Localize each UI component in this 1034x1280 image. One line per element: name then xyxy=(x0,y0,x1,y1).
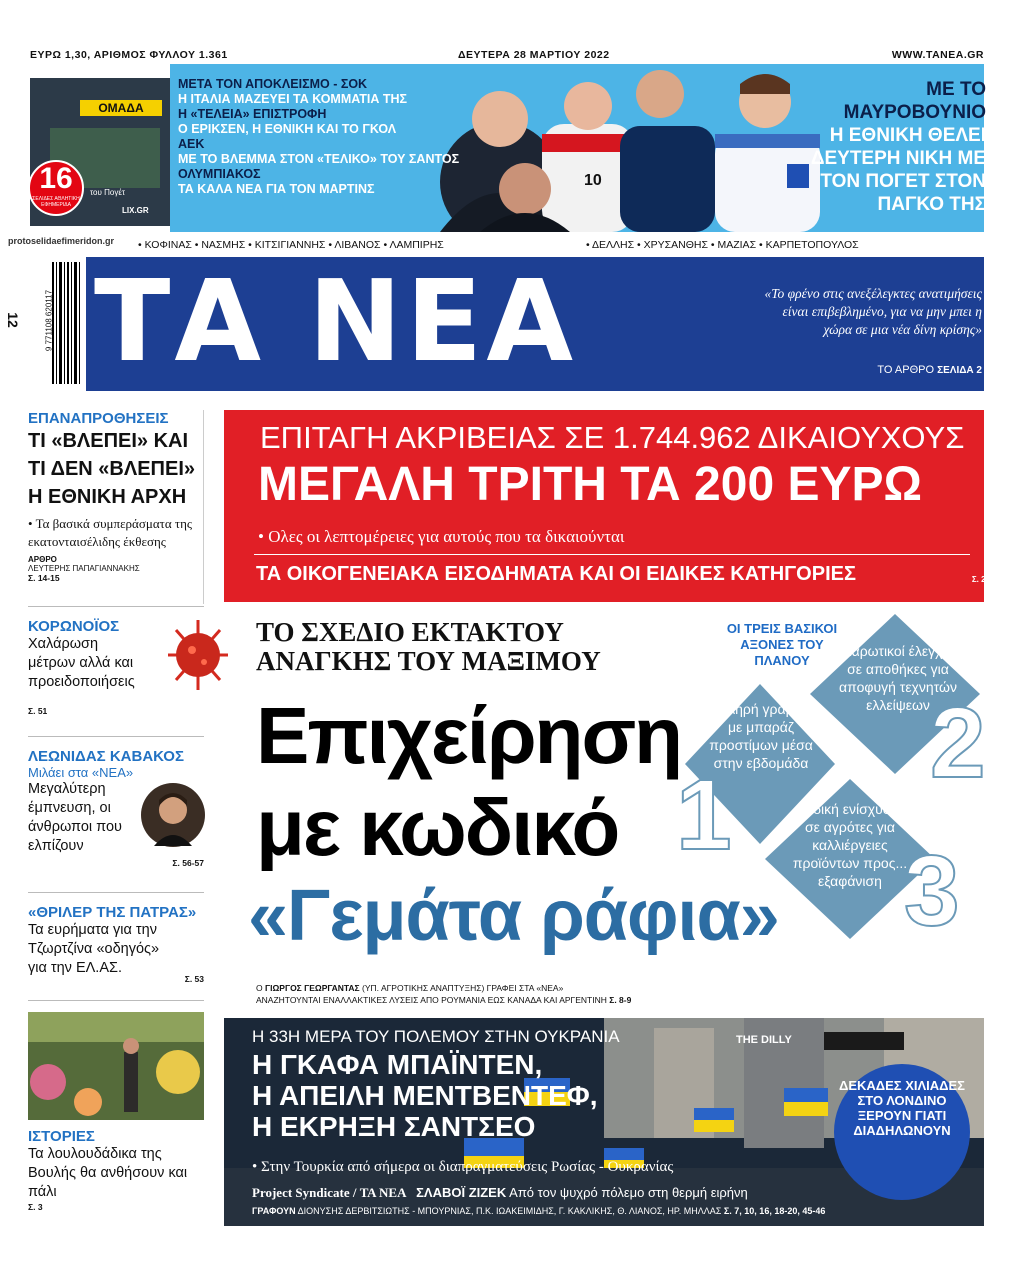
columnists-right: • ΔΕΛΛΗΣ • ΧΡΥΣΑΝΘΗΣ • ΜΑΖΙΑΣ • ΚΑΡΠΕΤΟΠΟΥΛΟΣ xyxy=(586,239,859,251)
magazine-title: ΟΜΑΔΑ xyxy=(80,100,162,116)
axis-1-text: Σκληρή γραμμή με μπαράζ προστίμων μέσα στην εβδομάδα xyxy=(709,701,813,771)
street-sign: THE DILLY xyxy=(736,1034,792,1046)
main-headline-quote[interactable]: «Γεμάτα ράφια» xyxy=(248,876,779,956)
sidebar-story-flowers[interactable]: ΙΣΤΟΡΙΕΣ Τα λουλουδάδικα της Βουλής θα ανθήσουν και πάλι Σ. 3 xyxy=(28,1128,188,1212)
allowance-category: ΤΑ ΟΙΚΟΓΕΝΕΙΑΚΑ ΕΙΣΟΔΗΜΑΤΑ ΚΑΙ ΟΙ ΕΙΔΙΚΕΣ ΚΑΤΗΓΟΡΙΕΣ xyxy=(256,563,856,585)
sidebar-story-covid[interactable]: ΚΟΡΩΝΟΪΟΣ Χαλάρωση μέτρων αλλά και προειδοποιήσεις Σ. 51 xyxy=(28,618,204,730)
axes-label: ΟΙ ΤΡΕΙΣ ΒΑΣΙΚΟΙ ΑΞΟΝΕΣ ΤΟΥ ΠΛΑΝΟΥ xyxy=(726,621,838,668)
allowance-headline: ΜΕΓΑΛΗ ΤΡΙΤΗ ΤΑ 200 ΕΥΡΩ xyxy=(258,458,923,511)
kavakos-portrait xyxy=(140,782,206,848)
side-page-number: 12 xyxy=(4,312,21,328)
virus-icon xyxy=(168,610,228,700)
london-protest-badge[interactable]: ΔΕΚΑΔΕΣ ΧΙΛΙΑΔΕΣ ΣΤΟ ΛΟΝΔΙΝΟ ΞΕΡΟΥΝ ΓΙΑΤΙ ΔΙΑΔΗΛΩΝΟΥΝ xyxy=(834,1064,970,1200)
shirt-number: 10 xyxy=(584,172,602,189)
sidebar-story-1[interactable]: ΕΠΑΝΑΠΡΟΘΗΣΕΙΣ ΤΙ «ΒΛΕΠΕΙ» ΚΑΙ ΤΙ ΔΕΝ «ΒΛΕΠΕΙ» Η ΕΘΝΙΚΗ ΑΡΧΗ • Τα βασικά συμπεράσματα της εκατονταισέλιδης έκθεσης ΑΡΘΡΟ ΛΕΥΤΕΡΗΣ ΠΑΠΑΓΙΑΝΝΑΚΗΣ Σ. 14-15 xyxy=(28,410,204,604)
main-headline[interactable]: Επιχείρηση με κωδικό xyxy=(256,691,682,872)
flower-shop-photo xyxy=(28,1012,204,1120)
barcode-number: 9 771108 620117 xyxy=(44,289,54,352)
sports-magazine-cover[interactable]: ΟΜΑΔΑ του Πογέτ LIX.GR xyxy=(30,78,170,226)
ukraine-writers: ΓΡΑΦΟΥΝ ΔΙΟΝΥΣΗΣ ΔΕΡΒΙΤΣΙΩΤΗΣ - ΜΠΟΥΡΝΙΑΣ, Π.Κ. ΙΩΑΚΕΙΜΙΔΗΣ, Γ. ΚΑΚΛΙΚΗΣ, Θ. ΛΙΑΝΟΣ, ΗΡ. ΜΗΛΛΑΣ Σ. 7, 10, 16, 18-20, 45-46 xyxy=(252,1206,826,1216)
newspaper-logo[interactable]: ΤΑ ΝΕΑ xyxy=(94,257,577,387)
axis-1-number: 1 xyxy=(676,759,732,871)
editorial-ref[interactable]: ΤΟ ΑΡΘΡΟ ΣΕΛΙΔΑ 2 xyxy=(877,364,982,376)
site-url[interactable]: WWW.TANEA.GR xyxy=(891,49,984,61)
sidebar-story-kavakos[interactable]: ΛΕΩΝΙΔΑΣ ΚΑΒΑΚΟΣ Μιλάει στα «ΝΕΑ» Μεγαλύτερη έμπνευση, οι άνθρωποι που ελπίζουν Σ. 56-57 xyxy=(28,748,204,868)
columnists-left: • ΚΟΦΙΝΑΣ • ΝΑΣΜΗΣ • ΚΙΤΣΙΓΙΑΝΝΗΣ • ΛΙΒΑΝΟΣ • ΛΑΜΠΙΡΗΣ xyxy=(138,239,444,251)
allowance-sub: • Ολες οι λεπτομέρειες για αυτούς που τα δικαιούνται xyxy=(258,527,625,546)
pages-badge: 16 ΣΕΛΙΔΕΣ ΑΘΛΗΤΙΚΗ ΕΦΗΜΕΡΙΔΑ xyxy=(28,160,84,216)
price-issue: ΕΥΡΩ 1,30, ΑΡΙΘΜΟΣ ΦΥΛΛΟΥ 1.361 xyxy=(30,49,228,61)
main-kicker: ΤΟ ΣΧΕΔΙΟ ΕΚΤΑΚΤΟΥ ΑΝΑΓΚΗΣ ΤΟΥ ΜΑΞΙΜΟΥ xyxy=(256,617,601,676)
issue-date: ΔΕΥΤΕΡΑ 28 ΜΑΡΤΙΟΥ 2022 xyxy=(458,49,610,61)
main-byline: Ο ΓΙΩΡΓΟΣ ΓΕΩΡΓΑΝΤΑΣ (ΥΠ. ΑΓΡΟΤΙΚΗΣ ΑΝΑΠΤΥΞΗΣ) ΓΡΑΦΕΙ ΣΤΑ «ΝΕΑ» ΑΝΑΖΗΤΟΥΝΤΑΙ ΕΝΑΛΛΑΚΤΙΚΕΣ ΛΥΣΕΙΣ ΑΠΟ ΡΟΥΜΑΝΙΑ ΕΩΣ ΚΑΝΑΔΑ ΚΑΙ ΑΡΓΕΝΤΙΝΗ Σ. 8-9 xyxy=(256,983,632,1005)
sports-item[interactable]: ΑΕΚ ΜΕ ΤΟ ΒΛΕΜΜΑ ΣΤΟΝ «ΤΕΛΙΚΟ» ΤΟΥ ΣΑΝΤΟΣ xyxy=(178,137,460,166)
ukraine-sub: • Στην Τουρκία από σήμερα οι διαπραγματεύσεις Ρωσίας - Ουκρανίας xyxy=(252,1159,674,1175)
sports-item[interactable]: ΟΛΥΜΠΙΑΚΟΣ ΤΑ ΚΑΛΑ ΝΕΑ ΓΙΑ ΤΟΝ ΜΑΡΤΙΝΣ xyxy=(178,167,375,196)
sports-headlines xyxy=(178,77,478,197)
national-team-headline[interactable]: ΜΕ ΤΟ ΜΑΥΡΟΒΟΥΝΙΟ Η ΕΘΝΙΚΗ ΘΕΛΕΙ ΔΕΥΤΕΡΗ ΝΙΚΗ ΜΕ ΤΟΝ ΠΟΓΕΤ ΣΤΟΝ ΠΑΓΚΟ ΤΗΣ xyxy=(810,79,986,215)
magazine-caption: του Πογέτ xyxy=(90,188,126,197)
allowance-kicker: ΕΠΙΤΑΓΗ ΑΚΡΙΒΕΙΑΣ ΣΕ 1.744.962 ΔΙΚΑΙΟΥΧΟΥΣ xyxy=(260,420,965,455)
axis-3-text: Ειδική ενίσχυση σε αγρότες για καλλιέργειες προϊόντων προς... εξαφάνιση xyxy=(792,801,908,889)
ukraine-kicker: Η 33Η ΜΕΡΑ ΤΟΥ ΠΟΛΕΜΟΥ ΣΤΗΝ ΟΥΚΡΑΝΙΑ xyxy=(252,1027,620,1046)
project-syndicate-line[interactable]: Project Syndicate / ΤΑ ΝΕΑ ΣΛΑΒΟΪ ΖΙΖΕΚ Από τον ψυχρό πόλεμο στη θερμή ειρήνη xyxy=(252,1185,748,1200)
sidebar-story-patras[interactable]: «ΘΡΙΛΕΡ ΤΗΣ ΠΑΤΡΑΣ» Τα ευρήματα για την Τζωρτζίνα «οδηγός» για την ΕΛ.ΑΣ. Σ. 53 xyxy=(28,904,204,984)
watermark: protoselidaefimeridon.gr xyxy=(8,236,115,246)
axis-2-number: 2 xyxy=(930,687,986,799)
axis-3-number: 3 xyxy=(904,835,960,947)
sports-item[interactable]: ΜΕΤΑ ΤΟΝ ΑΠΟΚΛΕΙΣΜΟ - ΣΟΚ Η ΙΤΑΛΙΑ ΜΑΖΕΥΕΙ ΤΑ ΚΟΜΜΑΤΙΑ ΤΗΣ xyxy=(178,77,408,106)
sports-item[interactable]: Η «ΤΕΛΕΙΑ» ΕΠΙΣΤΡΟΦΗ Ο ΕΡΙΚΣΕΝ, Η ΕΘΝΙΚΗ ΚΑΙ ΤΟ ΓΚΟΛ xyxy=(178,107,397,136)
axis-2-text: Σαρωτικοί έλεγχοι σε αποθήκες για αποφυγή τεχνητών ελλείψεων xyxy=(839,643,957,713)
ukraine-headline: Η ΓΚΑΦΑ ΜΠΑΪΝΤΕΝ, Η ΑΠΕΙΛΗ ΜΕΝΤΒΕΝΤΕΦ, Η ΕΚΡΗΞΗ ΣΑΝΤΣΕΟ xyxy=(252,1049,598,1142)
allowance-page: Σ. 23 xyxy=(971,575,990,584)
editorial-quote: «Το φρένο στις ανεξέλεγκτες ανατιμήσεις είναι επιβεβλημένο, για να μην μπει η χώρα σε μια νέα δίνη κρίσης» xyxy=(764,286,982,337)
